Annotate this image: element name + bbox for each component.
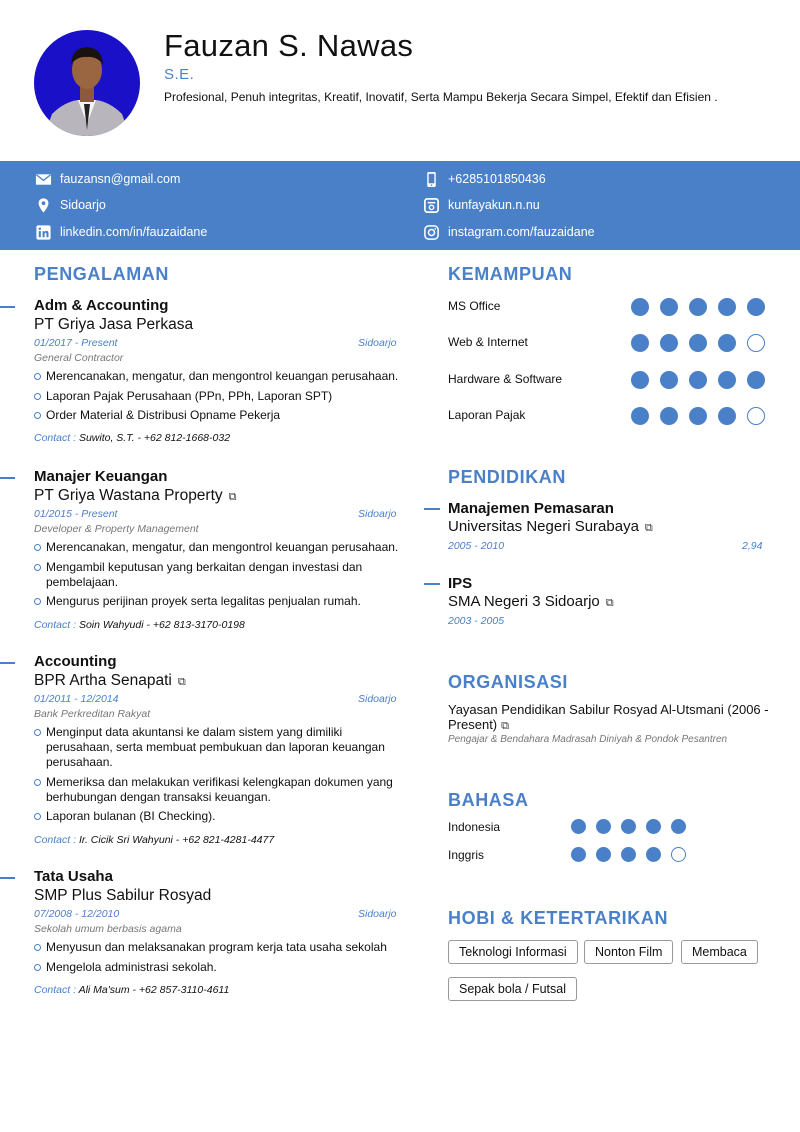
- skill-rating: [631, 298, 765, 316]
- education-school[interactable]: [448, 518, 653, 535]
- organization-section-title: ORGANISASI: [448, 672, 569, 692]
- timeline-marker: [424, 583, 440, 585]
- education-section-title: PENDIDIKAN: [448, 467, 567, 487]
- job-description: Developer & Property Management: [34, 523, 199, 535]
- job-period: 01/2011 - 12/2014: [34, 693, 119, 705]
- candidate-tagline: Profesional, Penuh integritas, Kreatif, Inovatif, Serta Mampu Bekerja Secara Simpel, Efektif dan Efisien .: [164, 90, 718, 104]
- job-location: Sidoarjo: [358, 508, 397, 520]
- job-entry: [0, 868, 410, 1008]
- rating-dot-filled: [571, 819, 586, 834]
- job-entry: [0, 468, 410, 638]
- language-rating: [571, 847, 686, 862]
- contact-website[interactable]: [422, 196, 540, 214]
- job-company-name: SMP Plus Sabilur Rosyad: [34, 887, 212, 904]
- rating-dot-filled: [646, 847, 661, 862]
- rating-dot-filled: [671, 819, 686, 834]
- skill-row: [448, 370, 778, 390]
- job-reference: [34, 834, 274, 846]
- timeline-marker: [0, 662, 15, 664]
- rating-dot-filled: [718, 371, 736, 389]
- rating-dot-empty: [671, 847, 686, 862]
- job-bullet: Laporan bulanan (BI Checking).: [34, 809, 404, 824]
- contact-email[interactable]: [34, 170, 180, 188]
- job-bullets: [34, 725, 404, 829]
- job-reference-label: Contact :: [34, 619, 77, 631]
- rating-dot-empty: [747, 407, 765, 425]
- job-company[interactable]: [34, 487, 237, 505]
- candidate-name: Fauzan S. Nawas: [164, 28, 414, 63]
- hobby-chip: Membaca: [681, 940, 758, 964]
- skill-label: Web & Internet: [448, 335, 528, 349]
- rating-dot-filled: [689, 298, 707, 316]
- hobbies-section-title: HOBI & KETERTARIKAN: [448, 908, 669, 928]
- skill-rating: [631, 407, 765, 425]
- job-reference-label: Contact :: [34, 834, 77, 846]
- rating-dot-filled: [621, 847, 636, 862]
- external-link-icon[interactable]: ⧉: [501, 720, 509, 732]
- job-company-name: PT Griya Jasa Perkasa: [34, 316, 194, 333]
- external-link-icon[interactable]: ⧉: [605, 597, 614, 609]
- job-company: [34, 887, 211, 905]
- contact-instagram-text: instagram.com/fauzaidane: [448, 225, 595, 239]
- external-link-icon[interactable]: ⧉: [644, 522, 653, 534]
- job-period: 07/2008 - 12/2010: [34, 908, 120, 920]
- job-reference-value: Ali Ma'sum - +62 857-3110-4611: [78, 984, 230, 996]
- hobby-chip: Sepak bola / Futsal: [448, 977, 577, 1001]
- language-label: Inggris: [448, 848, 485, 862]
- map-pin-icon: [34, 196, 52, 214]
- job-role: Manajer Keuangan: [34, 468, 168, 485]
- language-rating: [571, 819, 686, 834]
- job-reference-label: Contact :: [34, 432, 77, 444]
- job-description: Bank Perkreditan Rakyat: [34, 708, 151, 720]
- skill-label: Hardware & Software: [448, 372, 563, 386]
- job-bullet: Mengurus perijinan proyek serta legalitas penjualan rumah.: [34, 594, 404, 609]
- organization-name-text: Yayasan Pendidikan Sabilur Rosyad Al-Utsmani (2006 - Present): [448, 702, 769, 732]
- skill-rating: [631, 334, 765, 352]
- education-entry: [424, 500, 784, 560]
- contact-linkedin-text: linkedin.com/in/fauzaidane: [60, 225, 208, 239]
- education-years: 2005 - 2010: [448, 540, 505, 552]
- rating-dot-filled: [747, 371, 765, 389]
- skills-section-title: KEMAMPUAN: [448, 264, 573, 284]
- education-school-name: SMA Negeri 3 Sidoarjo: [448, 593, 600, 610]
- rating-dot-filled: [689, 407, 707, 425]
- rating-dot-filled: [571, 847, 586, 862]
- instagram-icon: [422, 223, 440, 241]
- job-bullets: [34, 540, 404, 614]
- job-company: [34, 316, 193, 334]
- job-company[interactable]: [34, 672, 186, 690]
- timeline-marker: [0, 877, 15, 879]
- job-bullet: Merencanakan, mengatur, dan mengontrol keuangan perusahaan.: [34, 369, 404, 384]
- language-label: Indonesia: [448, 820, 501, 834]
- job-bullet: Laporan Pajak Perusahaan (PPn, PPh, Laporan SPT): [34, 389, 404, 404]
- contact-email-text: fauzansn@gmail.com: [60, 172, 181, 186]
- education-degree: Manajemen Pemasaran: [448, 500, 614, 517]
- education-school[interactable]: [448, 593, 614, 610]
- job-period: 01/2017 - Present: [34, 337, 118, 349]
- job-bullet: Mengambil keputusan yang berkaitan dengan investasi dan pembelajaan.: [34, 560, 404, 590]
- external-link-icon[interactable]: ⧉: [177, 676, 186, 688]
- skill-row: [448, 333, 778, 353]
- contact-linkedin[interactable]: [34, 223, 207, 241]
- candidate-degree: S.E.: [164, 66, 195, 83]
- education-years: 2003 - 2005: [448, 615, 505, 627]
- job-bullet: Mengelola administrasi sekolah.: [34, 960, 404, 975]
- skill-row: [448, 406, 778, 426]
- job-location: Sidoarjo: [358, 693, 397, 705]
- rating-dot-filled: [646, 819, 661, 834]
- rating-dot-filled: [718, 298, 736, 316]
- rating-dot-filled: [631, 407, 649, 425]
- rating-dot-filled: [631, 371, 649, 389]
- education-degree: IPS: [448, 575, 473, 592]
- rating-dot-filled: [596, 847, 611, 862]
- organization-name[interactable]: [448, 702, 778, 734]
- job-entry: [0, 653, 410, 853]
- rating-dot-filled: [596, 819, 611, 834]
- job-reference: [34, 984, 229, 996]
- contact-location: [34, 196, 106, 214]
- hobby-chip: Teknologi Informasi: [448, 940, 578, 964]
- hobby-chip: Nonton Film: [584, 940, 673, 964]
- job-company-name: BPR Artha Senapati: [34, 672, 172, 689]
- contact-location-text: Sidoarjo: [60, 198, 106, 212]
- job-description: Sekolah umum berbasis agama: [34, 923, 182, 935]
- contact-phone-text: +6285101850436: [448, 172, 546, 186]
- job-reference-value: Ir. Cicik Sri Wahyuni - +62 821-4281-4477: [78, 834, 275, 846]
- job-location: Sidoarjo: [358, 337, 397, 349]
- education-school-name: Universitas Negeri Surabaya: [448, 518, 639, 535]
- rating-dot-filled: [631, 298, 649, 316]
- linkedin-icon: [34, 223, 52, 241]
- profile-photo: [34, 30, 140, 136]
- job-entry: [0, 297, 410, 447]
- skill-label: MS Office: [448, 299, 501, 313]
- rating-dot-filled: [689, 371, 707, 389]
- job-bullet: Menginput data akuntansi ke dalam sistem yang dimiliki perusahaan, serta membuat pembukuan dan laporan keuangan perusahaan.: [34, 725, 404, 770]
- skill-rating: [631, 371, 765, 389]
- contact-instagram[interactable]: [422, 223, 595, 241]
- education-gpa: 2,94: [742, 540, 763, 552]
- job-reference-value: Soin Wahyudi - +62 813-3170-0198: [78, 619, 245, 631]
- rating-dot-filled: [747, 298, 765, 316]
- job-role: Tata Usaha: [34, 868, 113, 885]
- job-reference: [34, 432, 230, 444]
- skill-label: Laporan Pajak: [448, 408, 526, 422]
- rating-dot-filled: [621, 819, 636, 834]
- rating-dot-filled: [660, 298, 678, 316]
- contact-website-text: kunfayakun.n.nu: [448, 198, 540, 212]
- experience-section-title: PENGALAMAN: [34, 264, 169, 284]
- job-description: General Contractor: [34, 352, 124, 364]
- website-icon: [422, 196, 440, 214]
- job-bullet: Order Material & Distribusi Opname Pekerja: [34, 408, 404, 423]
- rating-dot-filled: [718, 334, 736, 352]
- rating-dot-filled: [631, 334, 649, 352]
- envelope-icon: [34, 170, 52, 188]
- external-link-icon[interactable]: ⧉: [228, 491, 237, 503]
- job-bullets: [34, 369, 404, 428]
- language-row: [448, 846, 778, 866]
- timeline-marker: [424, 508, 440, 510]
- job-reference-label: Contact :: [34, 984, 77, 996]
- job-period: 01/2015 - Present: [34, 508, 118, 520]
- rating-dot-filled: [660, 407, 678, 425]
- job-bullet: Merencanakan, mengatur, dan mengontrol keuangan perusahaan.: [34, 540, 404, 555]
- education-entry: [424, 575, 784, 635]
- job-role: Accounting: [34, 653, 117, 670]
- job-bullets: [34, 940, 404, 979]
- languages-section-title: BAHASA: [448, 790, 529, 810]
- mobile-phone-icon: [422, 170, 440, 188]
- job-bullet: Menyusun dan melaksanakan program kerja tata usaha sekolah: [34, 940, 404, 955]
- job-company-name: PT Griya Wastana Property: [34, 487, 223, 504]
- job-reference-value: Suwito, S.T. - +62 812-1668-032: [78, 432, 231, 444]
- organization-role: Pengajar & Bendahara Madrasah Diniyah & Pondok Pesantren: [448, 734, 728, 745]
- rating-dot-filled: [660, 334, 678, 352]
- rating-dot-filled: [689, 334, 707, 352]
- job-bullet: Memeriksa dan melakukan verifikasi kelengkapan dokumen yang berhubungan dengan transaksi keuangan.: [34, 775, 404, 805]
- timeline-marker: [0, 306, 15, 308]
- job-role: Adm & Accounting: [34, 297, 169, 314]
- skill-row: [448, 297, 778, 317]
- job-location: Sidoarjo: [358, 908, 397, 920]
- rating-dot-filled: [718, 407, 736, 425]
- rating-dot-empty: [747, 334, 765, 352]
- timeline-marker: [0, 477, 15, 479]
- job-reference: [34, 619, 245, 631]
- contact-phone[interactable]: [422, 170, 546, 188]
- rating-dot-filled: [660, 371, 678, 389]
- language-row: [448, 818, 778, 838]
